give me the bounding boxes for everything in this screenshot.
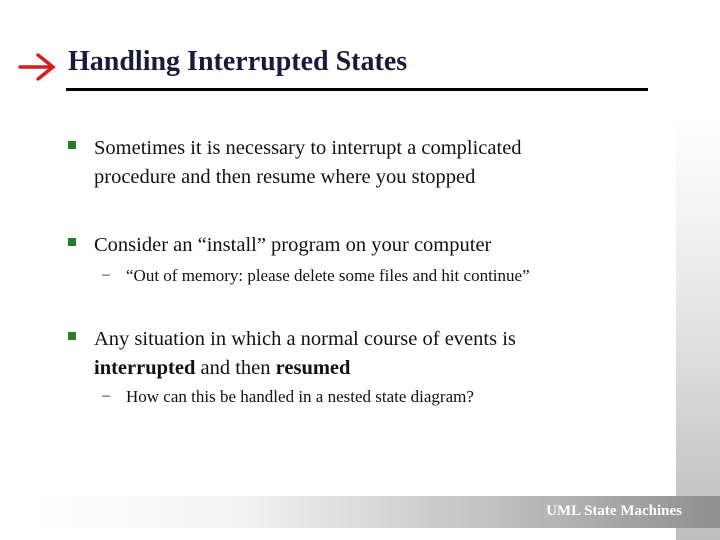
sub-bullet-text: How can this be handled in a nested state diagram? bbox=[126, 387, 474, 406]
emphasis-resumed: resumed bbox=[275, 356, 351, 379]
slide-title: Handling Interrupted States bbox=[68, 46, 408, 77]
bullet-text: Consider an “install” program on your computer bbox=[94, 234, 492, 256]
square-bullet-icon bbox=[68, 141, 76, 149]
bullet-text-part: and then bbox=[195, 356, 276, 379]
dash-bullet-icon: – bbox=[102, 387, 110, 404]
bullet-text-part: Any situation in which a normal course of events is bbox=[94, 328, 516, 350]
square-bullet-icon bbox=[68, 332, 76, 340]
side-gradient-bar bbox=[676, 120, 720, 540]
title-underline bbox=[66, 88, 648, 91]
dash-bullet-icon: – bbox=[102, 266, 110, 283]
bullet-text bbox=[94, 325, 574, 382]
footer-label: UML State Machines bbox=[546, 503, 682, 519]
emphasis-interrupted: interrupted bbox=[94, 356, 196, 379]
sub-bullet-text: “Out of memory: please delete some files and hit continue” bbox=[126, 266, 530, 285]
square-bullet-icon bbox=[68, 238, 76, 246]
bullet-text: Sometimes it is necessary to interrupt a complicated procedure and then resume where you stopped bbox=[94, 137, 522, 188]
right-arrow-icon bbox=[18, 52, 58, 82]
